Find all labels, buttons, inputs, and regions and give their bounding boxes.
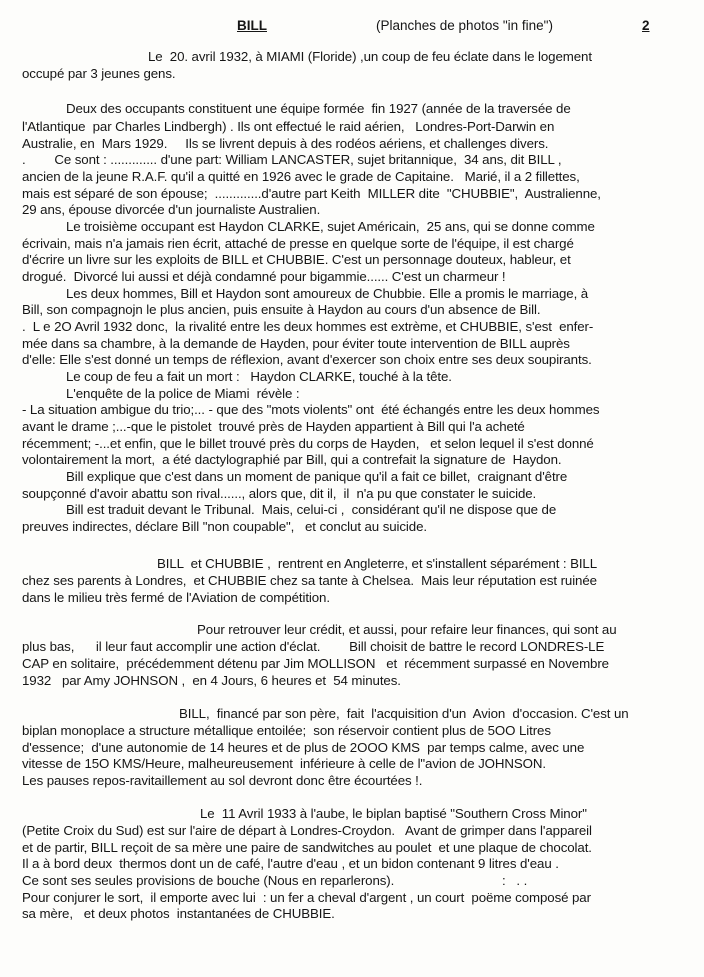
text-line: Pour conjurer le sort, il emporte avec lui : un fer a cheval d'argent , un court poëme composé par [22, 890, 591, 905]
text-line: Les deux hommes, Bill et Haydon sont amoureux de Chubbie. Elle a promis le marriage, à [66, 286, 589, 301]
text-line: récemment; -...et enfin, que le billet trouvé près du corps de Hayden, et selon lequel il s'est donné [22, 436, 594, 451]
text-line: Bill explique que c'est dans un moment de panique qu'il a fait ce billet, craignant d'être [66, 469, 568, 484]
text-line: plus bas, il leur faut accomplir une action d'éclat. Bill choisit de battre le record LONDRES-LE [22, 639, 605, 654]
text-line: dans le milieu très fermé de l'Aviation de compétition. [22, 590, 330, 605]
text-line: occupé par 3 jeunes gens. [22, 66, 176, 81]
text-line: Le 20. avril 1932, à MIAMI (Floride) ,un coup de feu éclate dans le logement [148, 49, 592, 64]
text-line: d'essence; d'une autonomie de 14 heures et de plus de 2OOO KMS par temps calme, avec une [22, 740, 585, 755]
text-line: mée dans sa chambre, à la demande de Hayden, pour éviter toute intervention de BILL auprès [22, 336, 570, 351]
text-line: Le troisième occupant est Haydon CLARKE, sujet Américain, 25 ans, qui se donne comme [66, 219, 595, 234]
text-line: L'enquête de la police de Miami révèle : [66, 386, 300, 401]
text-line: Il a à bord deux thermos dont un de café, l'autre d'eau , et un bidon contenant 9 litres d'eau . [22, 856, 559, 871]
text-line: volontairement la mort, a été dactylographié par Bill, qui a contrefait la signature de Haydon. [22, 452, 562, 467]
text-line: . L e 2O Avril 1932 donc, la rivalité entre les deux hommes est extrème, et CHUBBIE, s'est enfer- [22, 319, 594, 334]
text-line: Les pauses repos-ravitaillement au sol devront donc être écourtées !. [22, 773, 423, 788]
text-line: Pour retrouver leur crédit, et aussi, pour refaire leur finances, qui sont au [197, 622, 617, 637]
text-line: Bill est traduit devant le Tribunal. Mais, celui-ci , considérant qu'il ne dispose que de [66, 502, 557, 517]
text-line: CAP en solitaire, précédemment détenu par Jim MOLLISON et récemment surpassé en Novembre [22, 656, 609, 671]
text-line: BILL, financé par son père, fait l'acquisition d'un Avion d'occasion. C'est un [179, 706, 629, 721]
text-line: Le coup de feu a fait un mort : Haydon CLARKE, touché à la tête. [66, 369, 452, 384]
document-title: BILL [237, 18, 267, 33]
text-line: - La situation ambigue du trio;... - que des "mots violents" ont été échangés entre les deux hommes [22, 402, 600, 417]
document-subtitle: (Planches de photos "in fine") [376, 18, 553, 33]
text-line: chez ses parents à Londres, et CHUBBIE chez sa tante à Chelsea. Mais leur réputation est ruinée [22, 573, 597, 588]
text-line: biplan monoplace a structure métallique entoilée; son réservoir contient plus de 5OO Litres [22, 723, 551, 738]
text-line: d'écrire un livre sur les exploits de BILL et CHUBBIE. C'est un personnage douteux, hableur, et [22, 252, 571, 267]
text-line: Bill, son compagnojn le plus ancien, puis ensuite à Haydon au cours d'un absence de Bill. [22, 302, 541, 317]
text-line: Le 11 Avril 1933 à l'aube, le biplan baptisé "Southern Cross Minor" [200, 806, 587, 821]
text-line: Deux des occupants constituent une équipe formée fin 1927 (année de la traversée de [66, 101, 571, 116]
text-line: ancien de la jeune R.A.F. qu'il a quitté en 1926 avec le grade de Capitaine. Marié, il a 2 fillettes, [22, 169, 580, 184]
text-line: (Petite Croix du Sud) est sur l'aire de départ à Londres-Croydon. Avant de grimper dans l'appareil [22, 823, 592, 838]
text-line: l'Atlantique par Charles Lindbergh) . Ils ont effectué le raid aérien, Londres-Port-Darwin en [22, 119, 555, 134]
text-line: Australie, en Mars 1929. Ils se livrent depuis à des rodéos aériens, et challenges divers. [22, 136, 549, 151]
text-line: sa mère, et deux photos instantanées de CHUBBIE. [22, 906, 335, 921]
page-number: 2 [642, 18, 650, 33]
text-line: écrivain, mais n'a jamais rien écrit, attaché de presse en quelque sorte de l'équipe, il est chargé [22, 236, 574, 251]
text-line: avant le drame ;...-que le pistolet trouvé près de Hayden appartient à Bill qui l'a acheté [22, 419, 525, 434]
text-line: vitesse de 15O KMS/Heure, malheureusement inférieure à celle de l"avion de JOHNSON. [22, 756, 547, 771]
text-line: mais est séparé de son épouse; .............d'autre part Keith MILLER dite "CHUBBIE", Australienne, [22, 186, 601, 201]
text-line: preuves indirectes, déclare Bill "non coupable", et conclut au suicide. [22, 519, 427, 534]
text-line: BILL et CHUBBIE , rentrent en Angleterre, et s'installent séparément : BILL [157, 556, 598, 571]
text-line: soupçonné d'avoir abattu son rival......, alors que, dit il, il n'a pu que constater le suicide. [22, 486, 537, 501]
text-line: drogué. Divorcé lui aussi et déjà condamné pour bigammie...... C'est un charmeur ! [22, 269, 506, 284]
text-line: 29 ans, épouse divorcée d'un journaliste Australien. [22, 202, 321, 217]
text-line: d'elle: Elle s'est donné un temps de réflexion, avant d'exercer son choix entre ses deux soupirants. [22, 352, 592, 367]
page-header [0, 18, 704, 38]
text-line: Ce sont ses seules provisions de bouche (Nous en reparlerons). : . . [22, 873, 528, 888]
text-line: . Ce sont : ............. d'une part: William LANCASTER, sujet britannique, 34 ans, dit BILL , [22, 152, 562, 167]
text-line: 1932 par Amy JOHNSON , en 4 Jours, 6 heures et 54 minutes. [22, 673, 401, 688]
text-line: et de partir, BILL reçoit de sa mère une paire de sandwitches au poulet et une plaque de chocolat. [22, 840, 592, 855]
